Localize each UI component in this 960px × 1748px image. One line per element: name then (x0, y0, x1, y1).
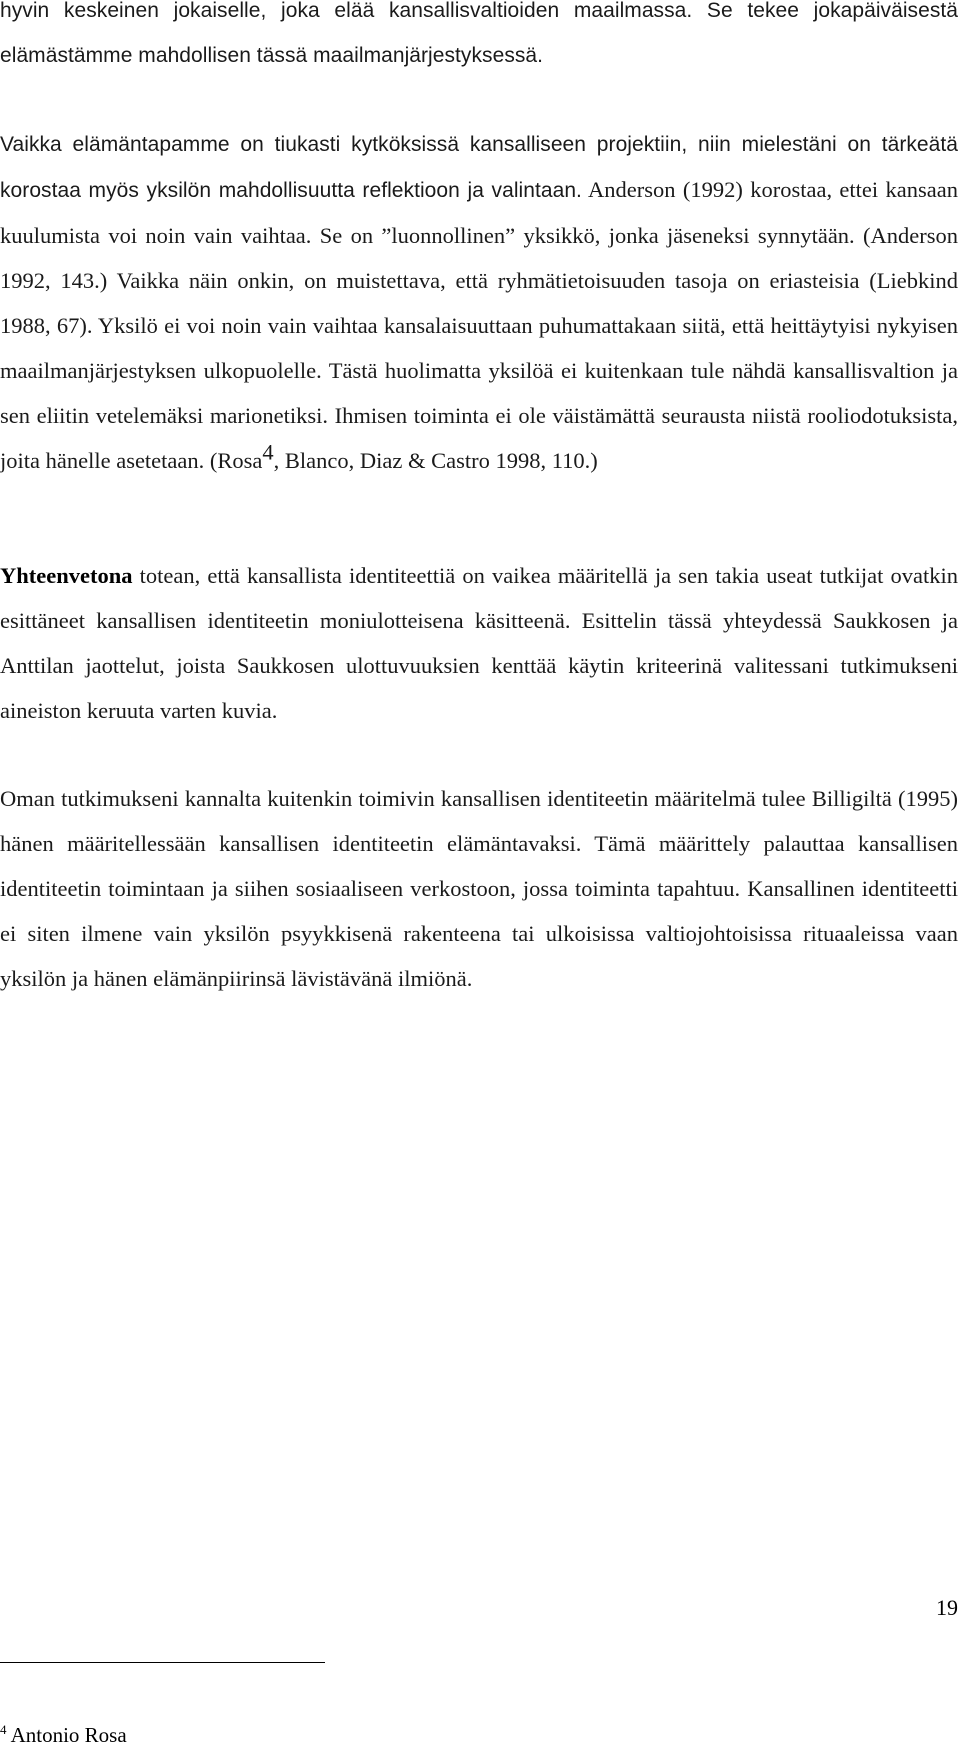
footnote (0, 1723, 127, 1748)
summary-heading-word: Yhteenvetona (0, 563, 133, 588)
paragraph-2 (0, 121, 958, 483)
paragraph-2-end-text: , Blanco, Diaz & Castro 1998, 110.) (273, 448, 598, 473)
footnote-text: Antonio Rosa (6, 1723, 127, 1747)
paragraph-4 (0, 776, 958, 1001)
paragraph-3 (0, 553, 958, 733)
footnote-number: 4 (0, 1722, 7, 1737)
footnote-divider (0, 1662, 325, 1663)
paragraph-2-serif-text: Anderson (1992) korostaa, ettei kansaan kuulumista voi noin vain vaihtaa. Se on ”luonnollinen” yksikkö, jonka jäseneksi synnytään. (Anderson 1992, 143.) Vaikka näin onkin, on muistettava, että ryhmätietoisuuden tasoja on eriasteisia (Liebkind 1988, 67). Yksilö ei voi noin vain vaihtaa kansalaisuuttaan puhumattakaan siitä, että heittäytyisi nykyisen maailmanjärjestyksen ulkopuolelle. Tästä huolimatta yksilöä ei kuitenkaan tule nähdä kansallisvaltion ja sen eliitin vetelemäksi marionetiksi. Ihmisen toiminta ei ole väistämättä seurausta niistä rooliodotuksista, joita hänelle asetetaan. (Rosa (0, 177, 958, 473)
paragraph-3-text: totean, että kansallista identiteettiä on vaikea määritellä ja sen takia useat tutkijat ovatkin esittäneet kansallisen identiteetin moniulotteisena käsitteenä. Esittelin tässä yhteydessä Saukkosen ja Anttilan jaottelut, joista Saukkosen ulottuvuuksien kenttää käytin kriteerinä valitessani tutkimukseni aineiston keruuta varten kuvia. (0, 563, 958, 723)
paragraph-1-text: hyvin keskeinen jokaiselle, joka elää kansallisvaltioiden maailmassa. Se tekee jokapäiväisestä elämästämme mahdollisen tässä maailmanjärjestyksessä. (0, 0, 958, 67)
footnote-reference: 4 (262, 439, 274, 465)
paragraph-4-text: Oman tutkimukseni kannalta kuitenkin toimivin kansallisen identiteetin määritelmä tulee Billigiltä (1995) hänen määritellessään kansallisen identiteetin elämäntavaksi. Tämä määrittely palauttaa kansallisen identiteetin toimintaan ja siihen sosiaaliseen verkostoon, jossa toiminta tapahtuu. Kansallinen identiteetti ei siten ilmene vain yksilön psyykkisenä rakenteena tai ulkoisissa valtiojohtoisissa rituaaleissa vaan yksilön ja hänen elämänpiirinsä lävistävänä ilmiönä. (0, 786, 958, 991)
page-number: 19 (936, 1595, 958, 1620)
paragraph-1 (0, 0, 958, 78)
paragraph-2-sans-text: Vaikka elämäntapamme on tiukasti kytköksissä kansalliseen projektiin, niin mielestäni on tärkeätä korostaa myös yksilön mahdollisuutta reflektioon ja valintaan. (0, 133, 958, 202)
